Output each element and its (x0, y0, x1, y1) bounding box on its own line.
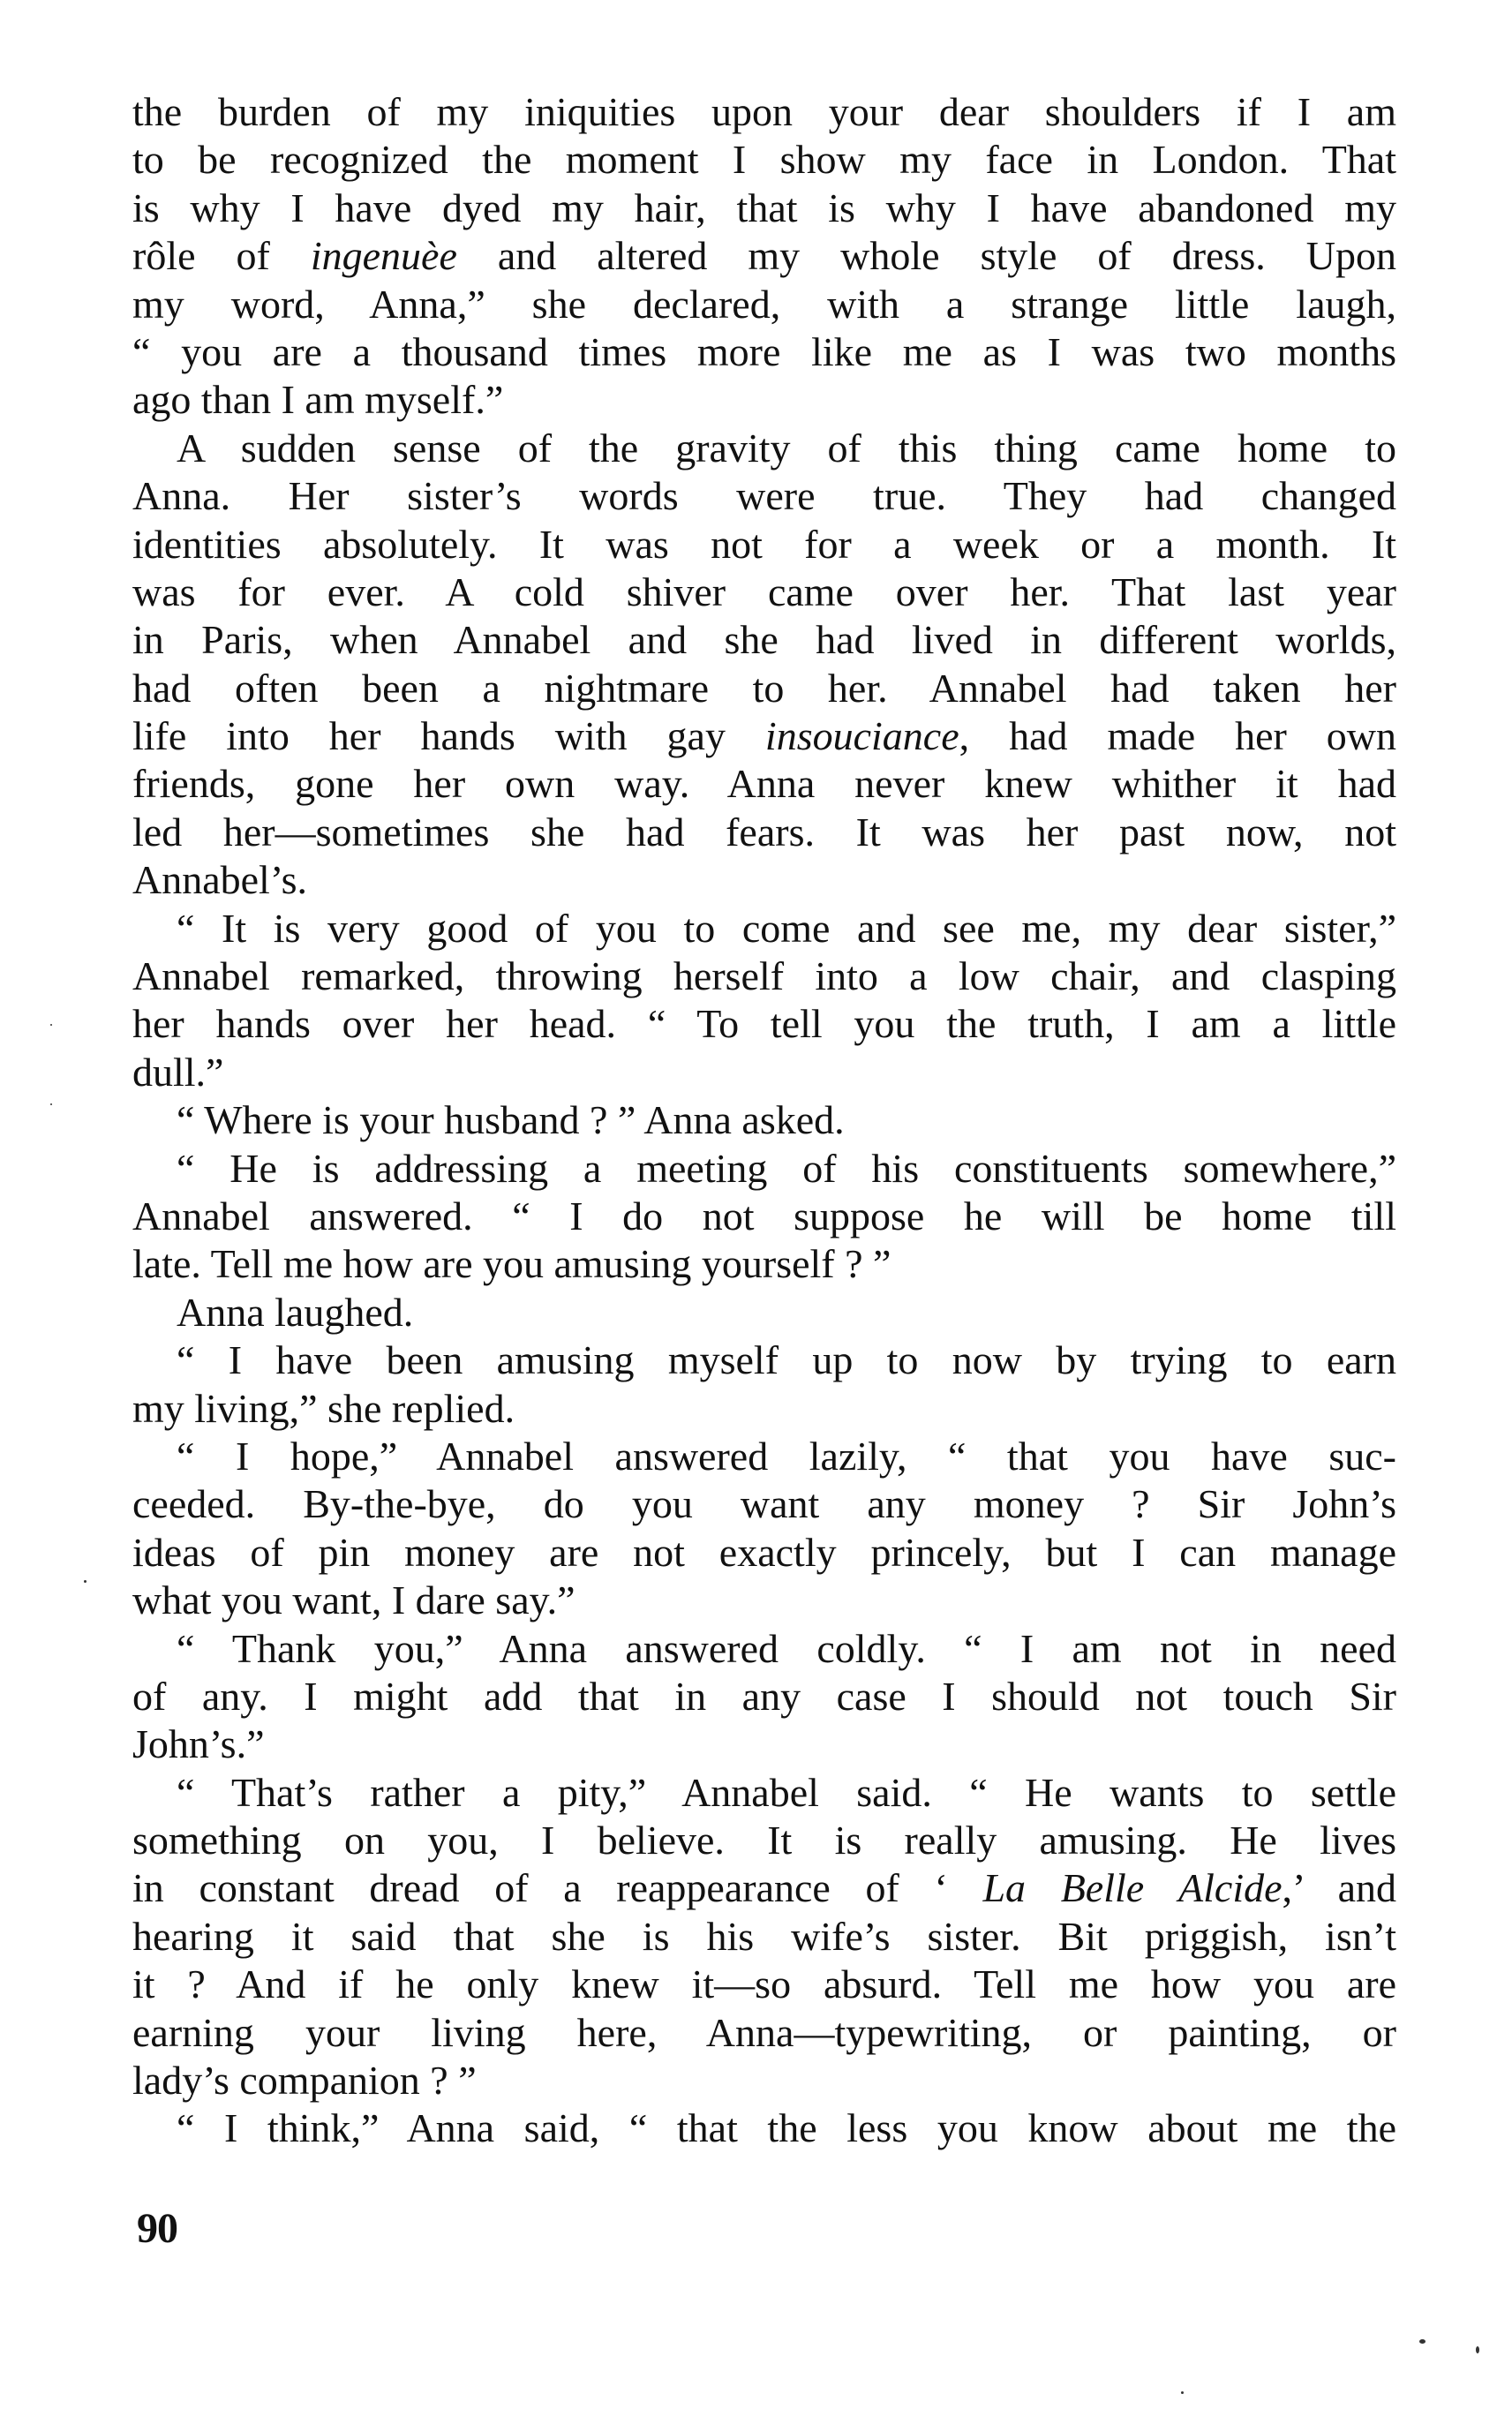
text-line: “ Thank you,” Anna answered coldly. “ I am not in need (177, 1625, 1396, 1671)
print-speck (50, 1024, 52, 1026)
text-run: in constant dread of a reappearance of ‘ (132, 1865, 983, 1911)
print-speck (1476, 2346, 1479, 2353)
italic-term: insouciance (764, 713, 959, 759)
text-line: “ I have been amusing myself up to now by trying to earn (177, 1337, 1396, 1383)
italic-term: La Belle Alcide (982, 1865, 1283, 1911)
body-text (132, 88, 1396, 2153)
text-line: friends, gone her own way. Anna never knew whither it had (132, 761, 1396, 807)
page-number: 90 (137, 2205, 177, 2252)
text-line: the burden of my iniquities upon your dear shoulders if I am (132, 89, 1396, 134)
text-line: John’s.” (132, 1721, 265, 1767)
text-line: “ I hope,” Annabel answered lazily, “ that you have suc- (177, 1433, 1396, 1479)
text-line: earning your living here, Anna—typewriting, or painting, or (132, 2009, 1396, 2055)
text-line: was for ever. A cold shiver came over her. That last year (132, 568, 1396, 614)
text-line: identities absolutely. It was not for a week or a month. It (132, 521, 1396, 567)
text-line: her hands over her head. “ To tell you the truth, I am a little (132, 1001, 1396, 1047)
text-run: ,’ and (1282, 1865, 1396, 1911)
text-line: led her—sometimes she had fears. It was her past now, not (132, 809, 1396, 854)
text-run: , had made her own (959, 713, 1396, 759)
text-line: Anna. Her sister’s words were true. They had changed (132, 473, 1396, 519)
text-line: “ I think,” Anna said, “ that the less you know about me the (177, 2105, 1396, 2151)
text-line: Annabel’s. (132, 857, 308, 903)
text-line: “ That’s rather a pity,” Annabel said. “ He wants to settle (177, 1769, 1396, 1815)
text-line: something on you, I believe. It is really amusing. He lives (132, 1818, 1396, 1863)
text-line: Annabel answered. “ I do not suppose he will be home till (132, 1193, 1396, 1238)
text-line: ceeded. By-the-bye, do you want any money ? Sir John’s (132, 1481, 1396, 1527)
text-line: had often been a nightmare to her. Annabel had taken her (132, 665, 1396, 711)
print-speck (50, 1103, 52, 1105)
text-line: Anna laughed. (177, 1289, 414, 1335)
text-line: dull.” (132, 1049, 224, 1095)
text-line: in Paris, when Annabel and she had lived in different worlds, (132, 617, 1396, 663)
text-line: late. Tell me how are you amusing yourself ? ” (132, 1241, 891, 1287)
text-line: “ He is addressing a meeting of his constituents somewhere,” (177, 1145, 1396, 1191)
text-line: “ It is very good of you to come and see me, my dear sister,” (177, 905, 1396, 951)
text-line: to be recognized the moment I show my face in London. That (132, 137, 1396, 183)
text-line: ideas of pin money are not exactly princely, but I can manage (132, 1529, 1396, 1575)
text-line: is why I have dyed my hair, that is why I have abandoned my (132, 184, 1396, 230)
text-line: it ? And if he only knew it—so absurd. Tell me how you are (132, 1961, 1396, 2007)
text-line (132, 232, 1396, 280)
text-line: A sudden sense of the gravity of this thing came home to (177, 425, 1396, 471)
text-line: lady’s companion ? ” (132, 2058, 477, 2104)
text-run: rôle of (132, 233, 311, 279)
text-line: my living,” she replied. (132, 1385, 515, 1431)
print-speck (1181, 2391, 1184, 2394)
text-line: “ Where is your husband ? ” Anna asked. (177, 1097, 845, 1143)
text-run: life into her hands with gay (132, 713, 765, 759)
text-run: and altered my whole style of dress. Upon (456, 233, 1396, 279)
text-line: Annabel remarked, throwing herself into a low chair, and clasping (132, 953, 1396, 999)
print-speck (1419, 2339, 1425, 2344)
text-line: what you want, I dare say.” (132, 1577, 575, 1623)
text-line: hearing it said that she is his wife’s sister. Bit priggish, isn’t (132, 1913, 1396, 1959)
text-line: ago than I am myself.” (132, 377, 504, 423)
text-line: “ you are a thousand times more like me as I was two months (132, 328, 1396, 374)
text-line: my word, Anna,” she declared, with a strange little laugh, (132, 281, 1396, 327)
text-line (132, 1864, 1396, 1912)
text-line (132, 712, 1396, 760)
print-speck (84, 1580, 87, 1583)
italic-term: ingenuèe (310, 233, 457, 279)
text-line: of any. I might add that in any case I should not touch Sir (132, 1673, 1396, 1719)
